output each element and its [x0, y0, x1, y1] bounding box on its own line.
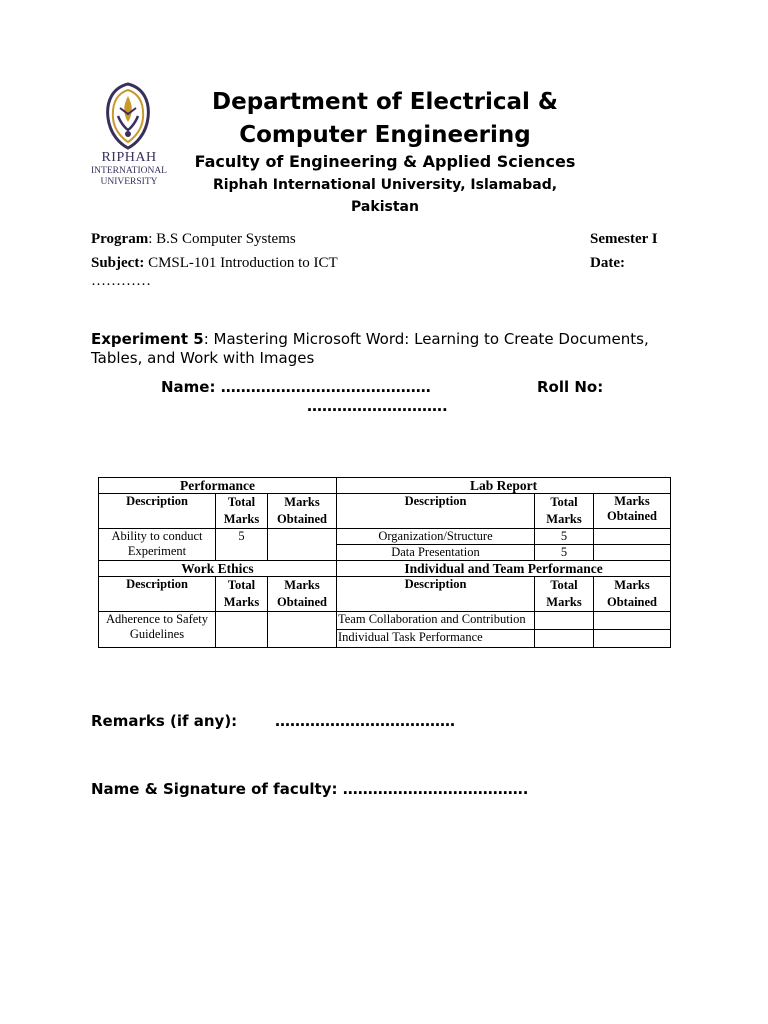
logo-name: RIPHAH [101, 150, 157, 165]
table-row [99, 478, 671, 494]
table-cell [535, 630, 594, 648]
work-ethics-section-title: Work Ethics [99, 561, 337, 577]
column-header: Marks Obtained [268, 494, 337, 529]
performance-section-title: Performance [99, 478, 337, 494]
remarks-dots: ……………………………… [275, 712, 455, 730]
table-cell [594, 612, 671, 630]
table-cell [268, 529, 337, 561]
table-cell: Data Presentation [337, 545, 535, 561]
faculty-signature-line: Name & Signature of faculty: ………………………………. [91, 780, 529, 798]
table-row [99, 561, 671, 577]
subject-line: Subject: CMSL-101 Introduction to ICT [91, 255, 338, 271]
column-header: Description [337, 577, 535, 612]
roll-no-label: Roll No: [537, 378, 604, 396]
table-row [99, 612, 671, 630]
column-header: Marks Obtained [594, 494, 671, 529]
table-cell: Ability to conduct Experiment [99, 529, 216, 561]
column-header: Description [99, 494, 216, 529]
column-header: Description [337, 494, 535, 529]
university-logo [82, 82, 176, 190]
table-cell: Team Collaboration and Contribution [337, 612, 535, 630]
department-title: Department of Electrical & Computer Engineering [212, 89, 558, 148]
table-cell: 5 [535, 545, 594, 561]
marks-table [98, 477, 671, 648]
logo-subtitle: INTERNATIONAL UNIVERSITY [91, 166, 167, 187]
roll-no-dots: ………………………. [307, 397, 448, 415]
date-dots: ………… [91, 273, 151, 289]
table-cell [594, 630, 671, 648]
column-header: Marks Obtained [268, 577, 337, 612]
table-cell [594, 545, 671, 561]
date-label: Date: [590, 255, 625, 271]
table-cell: 5 [216, 529, 268, 561]
table-cell: Individual Task Performance [337, 630, 535, 648]
table-row [99, 529, 671, 545]
column-header: Total Marks [216, 494, 268, 529]
table-row [99, 494, 671, 529]
lab-report-section-title: Lab Report [337, 478, 671, 494]
experiment-title: Experiment 5: Mastering Microsoft Word: Learning to Create Documents, Tables, and Work with Images [91, 330, 649, 367]
column-header: Total Marks [216, 577, 268, 612]
table-cell: 5 [535, 529, 594, 545]
semester-label: Semester I [590, 231, 658, 247]
table-cell: Organization/Structure [337, 529, 535, 545]
name-field: Name: …………………………………… [161, 378, 431, 396]
program-line: Program: B.S Computer Systems [91, 231, 296, 247]
column-header: Description [99, 577, 216, 612]
column-header: Marks Obtained [594, 577, 671, 612]
table-cell [216, 612, 268, 648]
table-cell [535, 612, 594, 630]
table-cell [594, 529, 671, 545]
remarks-label: Remarks (if any): [91, 712, 238, 730]
university-emblem-icon [98, 82, 158, 152]
column-header: Total Marks [535, 494, 594, 529]
table-cell [268, 612, 337, 648]
column-header: Total Marks [535, 577, 594, 612]
team-performance-section-title: Individual and Team Performance [337, 561, 671, 577]
table-row [99, 577, 671, 612]
table-cell: Adherence to Safety Guidelines [99, 612, 216, 648]
university-title: Riphah International University, Islamabad, Pakistan [212, 177, 558, 215]
faculty-title: Faculty of Engineering & Applied Sciences [194, 152, 576, 171]
